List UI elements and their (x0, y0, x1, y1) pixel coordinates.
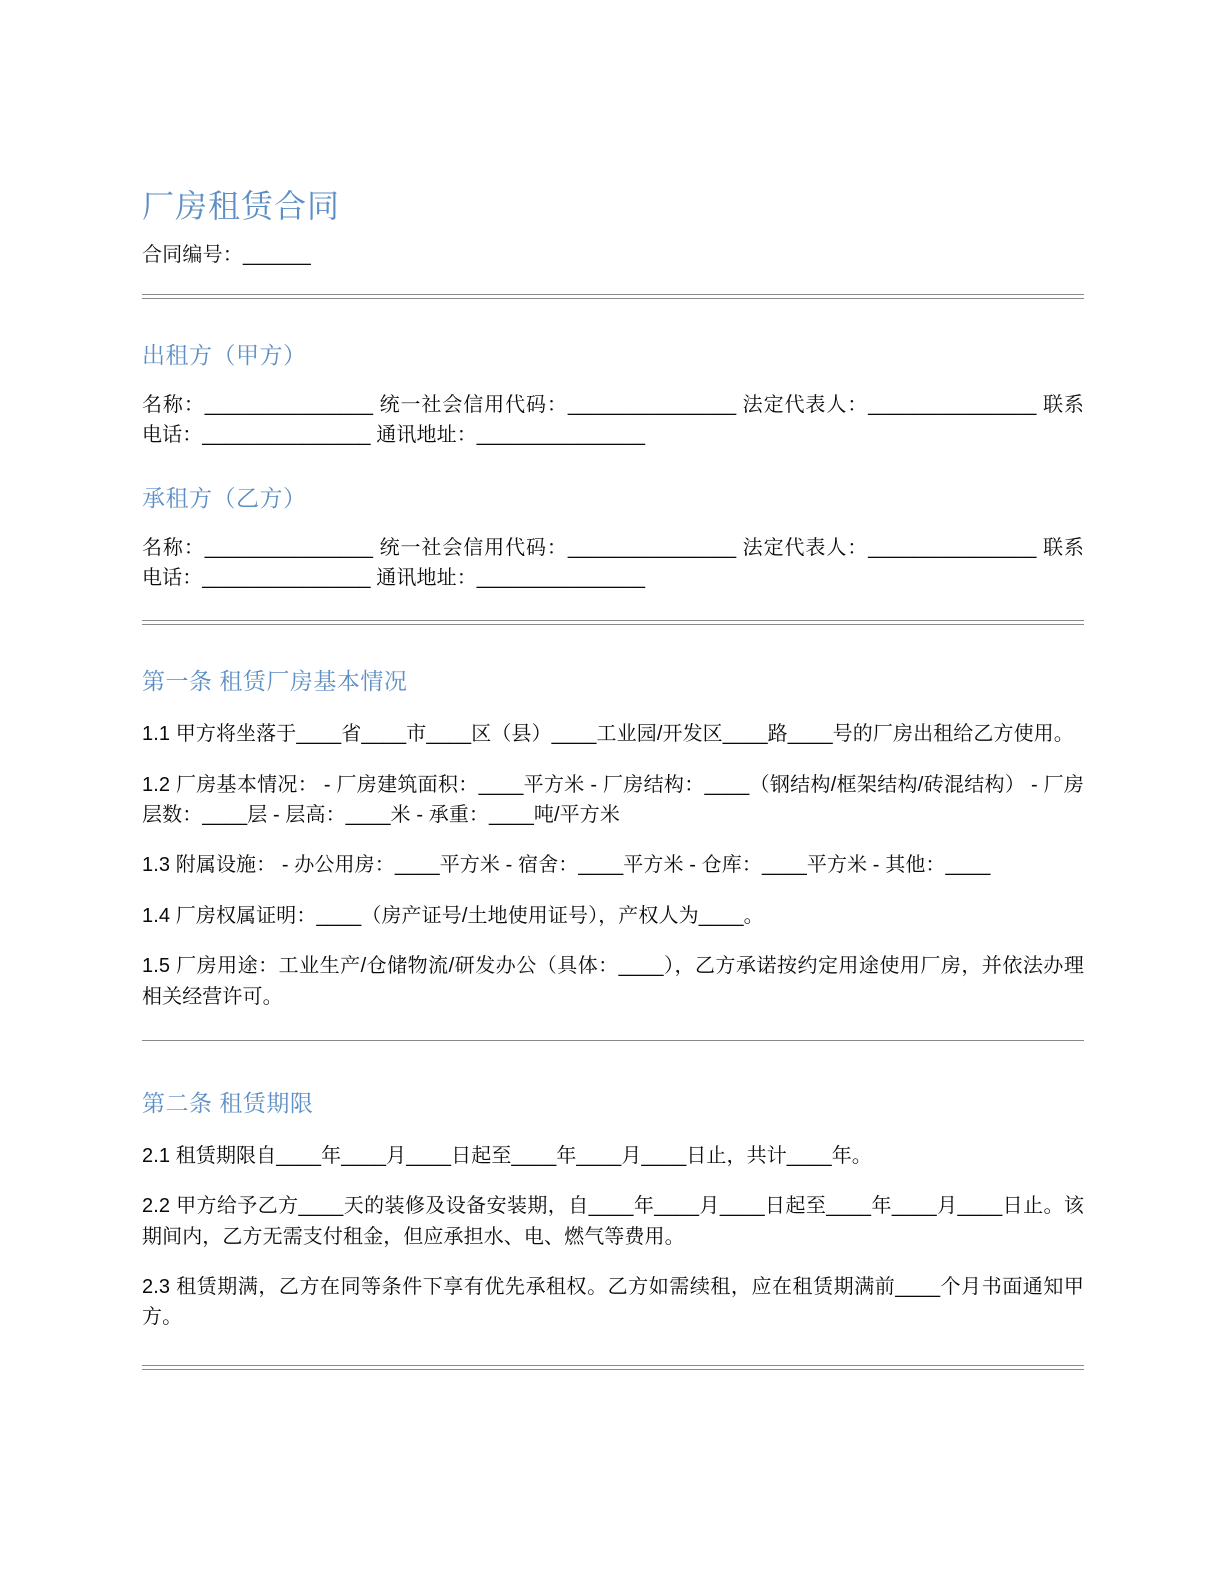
lessor-fields: 名称：_______________ 统一社会信用代码：_______________ 法定代表人：_______________ 联系电话：_______________ 通讯地址：_______________ (142, 393, 1084, 447)
clause-2-2: 2.2 甲方给予乙方____天的装修及设备安装期，自____年____月____日起至____年____月____日止。该期间内，乙方无需支付租金，但应承担水、电、燃气等费用。 (142, 1195, 1084, 1248)
clause-1-5: 1.5 厂房用途：工业生产/仓储物流/研发办公（具体：____），乙方承诺按约定用途使用厂房，并依法办理相关经营许可。 (142, 955, 1084, 1008)
horizontal-rule (142, 1365, 1084, 1370)
page-title: 厂房租赁合同 (142, 188, 341, 224)
clause-1-4: 1.4 厂房权属证明：____（房产证号/土地使用证号），产权人为____。 (142, 904, 764, 927)
section-heading-lessee: 承租方（乙方） (142, 484, 307, 511)
article-heading-1: 第一条 租赁厂房基本情况 (142, 668, 408, 695)
lessee-fields: 名称：_______________ 统一社会信用代码：_______________ 法定代表人：_______________ 联系电话：_______________ 通讯地址：_______________ (142, 536, 1084, 589)
document-content (142, 0, 1084, 1370)
clause-2-3: 2.3 租赁期满，乙方在同等条件下享有优先承租权。乙方如需续租，应在租赁期满前____个月书面通知甲方。 (142, 1276, 1084, 1329)
divider-after-article-2 (142, 1365, 1084, 1370)
contract-number-line: 合同编号：______ (142, 244, 311, 266)
clause-1-2: 1.2 厂房基本情况： - 厂房建筑面积：____平方米 - 厂房结构：____（钢结构/框架结构/砖混结构） - 厂房层数：____层 - 层高：____米 - 承重：____吨/平方米 (142, 773, 1084, 827)
article-heading-2: 第二条 租赁期限 (142, 1089, 314, 1116)
clause-1-3: 1.3 附属设施： - 办公用房：____平方米 - 宿舍：____平方米 - 仓库：____平方米 - 其他：____ (142, 854, 991, 877)
clause-2-1: 2.1 租赁期限自____年____月____日起至____年____月____日止，共计____年。 (142, 1144, 872, 1167)
clause-1-1: 1.1 甲方将坐落于____省____市____区（县）____工业园/开发区____路____号的厂房出租给乙方使用。 (142, 723, 1074, 746)
section-heading-lessor: 出租方（甲方） (142, 342, 307, 368)
